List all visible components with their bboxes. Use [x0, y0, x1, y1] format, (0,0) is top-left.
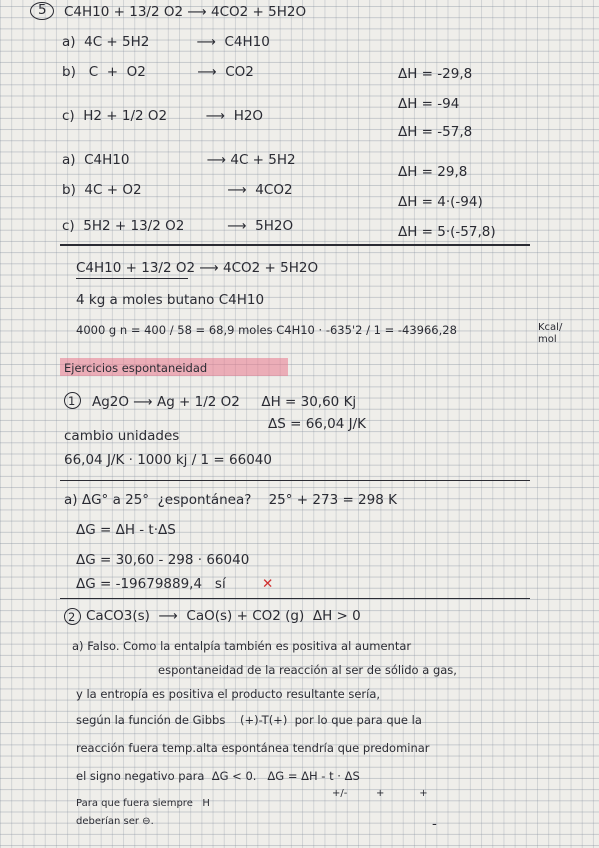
gibbs-result: ΔG = -19679889,4 sí: [76, 576, 226, 592]
exercise-1-equation: Ag2O ⟶ Ag + 1/2 O2 ΔH = 30,60 Kj: [92, 394, 357, 410]
unit-change-calculation: 66,04 J/K · 1000 kj / 1 = 66040: [64, 452, 272, 468]
exercise-2-number: 2: [68, 610, 76, 624]
enthalpy-multiplied-c: ΔH = 5·(-57,8): [398, 224, 496, 240]
enthalpy-multiplied-b: ΔH = 4·(-94): [398, 194, 483, 210]
enthalpy-c-b: ΔH = -57,8: [398, 124, 473, 140]
question-marker: 5: [38, 2, 47, 18]
sign-annotations: +/- + +: [332, 788, 428, 799]
enthalpy-c-a: ΔH = -94: [398, 96, 460, 112]
section-rule: [60, 480, 530, 481]
unit-change-label: cambio unidades: [64, 428, 180, 444]
sum-underline: [76, 278, 188, 279]
answer-line-7: Para que fuera siempre H: [76, 798, 210, 809]
exercise-1-number: 1: [68, 394, 76, 408]
gibbs-substitution: ΔG = 30,60 - 298 · 66040: [76, 552, 250, 568]
answer-line-8: deberían ser ⊖.: [76, 816, 154, 827]
answer-line-6: el signo negativo para ΔG < 0. ΔG = ΔH - t · ΔS: [76, 769, 360, 783]
answer-line-3: y la entropía es positiva el producto resultante sería,: [76, 687, 381, 701]
exercise-2-equation: CaCO3(s) ⟶ CaO(s) + CO2 (g) ΔH > 0: [86, 608, 361, 624]
conversion-statement: 4 kg a moles butano C4H10: [76, 292, 265, 308]
sum-rule: [60, 244, 530, 246]
section-heading: Ejercicios espontaneidad: [64, 361, 208, 375]
answer-line-5: reacción fuera temp.alta espontánea tendría que predominar: [76, 741, 430, 755]
multiplied-c-equation: c) 5H2 + 13/2 O2 ⟶ 5H2O: [62, 218, 294, 234]
answer-line-1: a) Falso. Como la entalpía también es positiva al aumentar: [72, 639, 412, 653]
gibbs-question: a) ΔG° a 25° ¿espontánea? 25° + 273 = 298 K: [64, 492, 397, 508]
step-a-equation: a) 4C + 5H2 ⟶ C4H10: [62, 34, 270, 50]
enthalpy-b: ΔH = -29,8: [398, 66, 473, 82]
combustion-equation: C4H10 + 13/2 O2 ⟶ 4CO2 + 5H2O: [64, 4, 307, 20]
moles-calculation: 4000 g n = 400 / 58 = 68,9 moles C4H10 · -635'2 / 1 = -43966,28: [76, 323, 457, 337]
section-rule-2: [60, 598, 530, 599]
exercise-1-entropy: ΔS = 66,04 J/K: [268, 416, 367, 432]
gibbs-formula: ΔG = ΔH - t·ΔS: [76, 522, 176, 538]
answer-line-4: según la función de Gibbs (+)-T(+) por lo que para que la: [76, 713, 422, 727]
step-b-equation: b) C + O2 ⟶ CO2: [62, 64, 254, 80]
wrong-mark-icon: ✕: [262, 576, 274, 592]
answer-line-2: espontaneidad de la reacción al ser de sólido a gas,: [158, 663, 457, 677]
step-c-equation: c) H2 + 1/2 O2 ⟶ H2O: [62, 108, 264, 124]
energy-unit: Kcal/ mol: [538, 322, 563, 345]
reversed-a-equation: a) C4H10 ⟶ 4C + 5H2: [62, 152, 296, 168]
enthalpy-reversed-a: ΔH = 29,8: [398, 164, 468, 180]
sum-equation: C4H10 + 13/2 O2 ⟶ 4CO2 + 5H2O: [76, 260, 319, 276]
multiplied-b-equation: b) 4C + O2 ⟶ 4CO2: [62, 182, 293, 198]
negative-sign: -: [432, 816, 437, 832]
